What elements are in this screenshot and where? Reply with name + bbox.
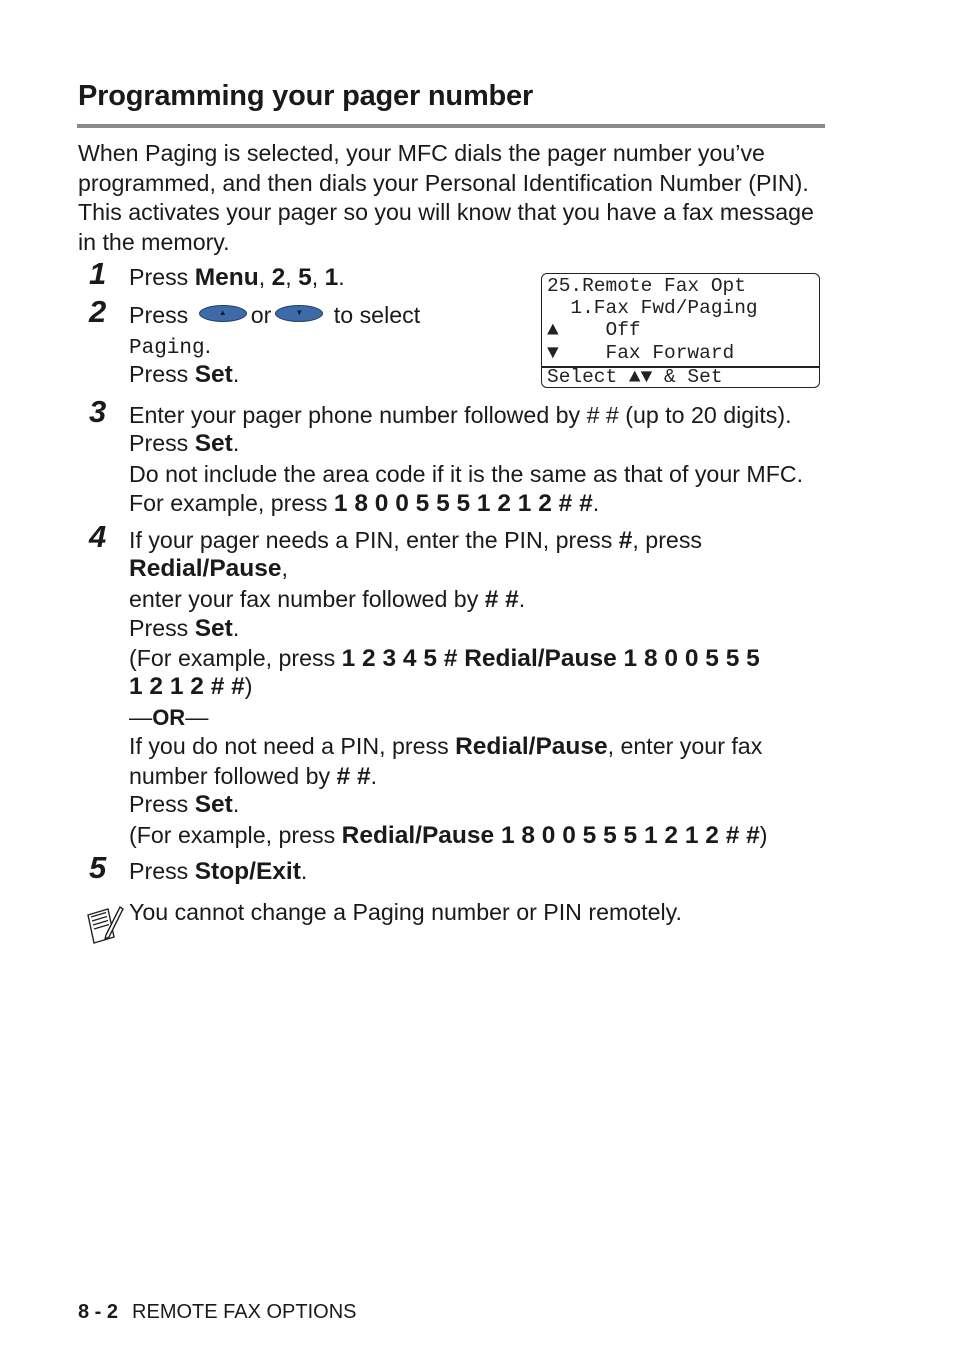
step-2-line-2: Paging. [129, 332, 212, 360]
lcd-line: ▲ Off [547, 319, 641, 341]
step-3-line-4: For example, press 1 8 0 0 5 5 5 1 2 1 2 # #. [129, 490, 600, 517]
lcd-line: 1.Fax Fwd/Paging [547, 297, 758, 319]
step-4-line-4: Press Set. [129, 615, 240, 642]
step-4-line-11: (For example, press Redial/Pause 1 8 0 0 5 5 5 1 2 1 2 # #) [129, 822, 768, 849]
section-name: REMOTE FAX OPTIONS [132, 1301, 357, 1323]
page-number: 8 - 2 [78, 1301, 119, 1323]
step-number: 2 [89, 294, 107, 329]
step-3-line-1: Enter your pager phone number followed by # # (up to 20 digits). [129, 402, 792, 428]
step-2-line-3: Press Set. [129, 361, 240, 388]
step-3-line-3: Do not include the area code if it is the same as that of your MFC. [129, 461, 804, 487]
up-arrow-button-icon: ▲ [199, 305, 247, 322]
step-4-line-10: Press Set. [129, 791, 240, 818]
notepad-note-icon [84, 903, 124, 945]
step-4-line-3: enter your fax number followed by # #. [129, 586, 526, 613]
title-rule [77, 124, 825, 128]
step-4-line-1: If your pager needs a PIN, enter the PIN, press #, press [129, 527, 703, 554]
step-4-or-separator: —OR— [129, 704, 209, 730]
step-number: 4 [89, 519, 107, 554]
note-text: You cannot change a Paging number or PIN remotely. [129, 899, 682, 925]
step-4-line-6: 1 2 1 2 # #) [129, 673, 253, 700]
lcd-line: 25.Remote Fax Opt [547, 275, 746, 297]
step-1-line: Press Menu, 2, 5, 1. [129, 264, 345, 291]
step-4-line-5: (For example, press 1 2 3 4 5 # Redial/Pause 1 8 0 0 5 5 5 [129, 645, 760, 672]
intro-paragraph: When Paging is selected, your MFC dials the pager number you’ve programmed, and then dials your Personal Identification Number (PIN). This activates your pager so you will know that you have a fax message in the memory. [78, 140, 814, 255]
lcd-line: ▼ Fax Forward [547, 342, 735, 364]
step-3-line-2: Press Set. [129, 430, 240, 457]
down-arrow-button-icon: ▼ [275, 305, 323, 322]
step-5-line: Press Stop/Exit. [129, 858, 308, 885]
step-number: 5 [89, 850, 107, 885]
step-number: 3 [89, 394, 107, 429]
step-2-line-1: Press ▲ or ▼ to select [129, 302, 421, 328]
step-number: 1 [89, 256, 107, 291]
page-footer [78, 1301, 357, 1324]
step-4-line-9: number followed by # #. [129, 763, 378, 790]
page-title: Programming your pager number [78, 80, 534, 112]
step-4-line-8: If you do not need a PIN, press Redial/Pause, enter your fax [129, 733, 763, 760]
lcd-footer: Select ▲▼ & Set [547, 366, 723, 388]
step-4-line-2: Redial/Pause, [129, 555, 288, 582]
lcd-display [541, 273, 820, 388]
